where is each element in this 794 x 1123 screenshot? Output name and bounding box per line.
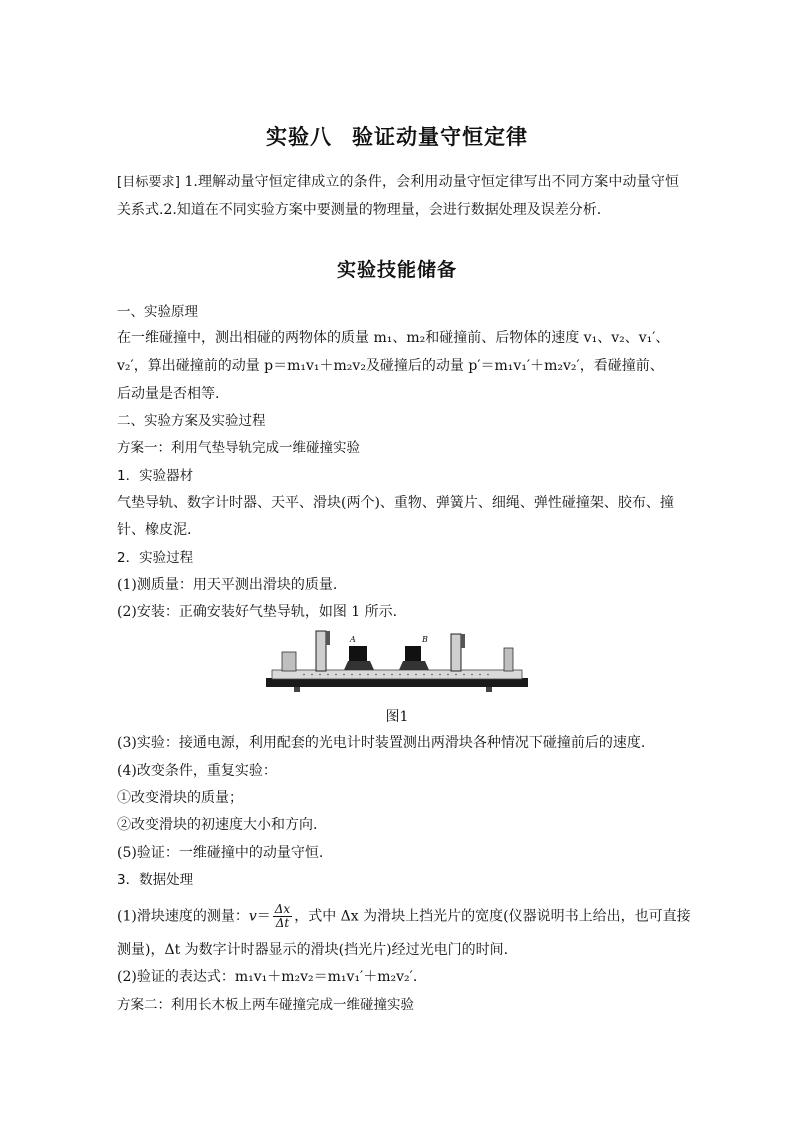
photogate-right-arm [461,634,465,648]
right-end-plate [504,648,513,671]
speed-line-2: 测量)，Δt 为数字计时器显示的滑块(挡光片)经过光电门的时间. [117,942,509,958]
scheme1-title: 方案一：利用气垫导轨完成一维碰撞实验 [117,440,360,456]
goal-tag: [目标要求] [117,175,180,190]
step-4a: ①改变滑块的质量； [117,790,243,806]
verify-expression: (2)验证的表达式：m₁v₁＋m₂v₂＝m₁v₁′＋m₂v₂′. [117,969,418,985]
title-part2: 验证动量守恒定律 [352,125,528,149]
air-track-figure [264,626,530,694]
equipment-heading: 1．实验器材 [117,468,194,484]
principle-line-1: 在一维碰撞中，测出相碰的两物体的质量 m₁、m₂和碰撞前、后物体的速度 v₁、v₂、v₁′、 [117,330,670,346]
figure-caption: 图1 [385,709,409,725]
goal-text: 1.理解动量守恒定律成立的条件，会利用动量守恒定律写出不同方案中动量守恒关系式.2.知道在不同实验方案中要测量的物理量，会进行数据处理及误差分析. [117,174,679,218]
step-4b: ②改变滑块的初速度大小和方向. [117,817,318,833]
air-rail [272,670,522,679]
scheme-heading: 二、实验方案及实验过程 [117,413,266,429]
speed-formula-line [117,902,691,930]
step-1: (1)测质量：用天平测出滑块的质量. [117,577,338,593]
glider-b-label: B [422,635,428,644]
process-heading: 2．实验过程 [117,550,194,566]
speed-rest: ，式中 Δx 为滑块上挡光片的宽度(仪器说明书上给出，也可直接 [294,908,691,925]
data-heading: 3．数据处理 [117,872,194,888]
page-title [0,121,794,151]
glider-b-base [399,661,429,670]
speed-prefix: (1)滑块速度的测量： [117,908,249,925]
speed-fraction [273,903,292,930]
principle-line-3: 后动量是否相等. [117,386,220,402]
speed-var: v [248,908,257,925]
step-5: (5)验证：一维碰撞中的动量守恒. [117,845,324,861]
photogate-right [451,634,461,671]
step-3: (3)实验：接通电源，利用配套的光电计时装置测出两滑块各种情况下碰撞前后的速度. [117,735,646,751]
goal-paragraph [117,169,679,223]
left-end-block [282,652,296,671]
title-part1: 实验八 [266,125,332,149]
glider-a-label: A [350,635,356,644]
principle-line-2: v₂′，算出碰撞前的动量 p＝m₁v₁＋m₂v₂及碰撞后的动量 p′＝m₁v₁′＋m₂v₂′，看碰撞前、 [117,358,664,374]
speed-eq: ＝ [256,908,271,925]
equipment-line-2: 针、橡皮泥. [117,522,192,538]
equipment-line-1: 气垫导轨、数字计时器、天平、滑块(两个)、重物、弹簧片、细绳、弹性碰撞架、胶布、撞 [117,495,674,511]
photogate-left-arm [326,631,330,645]
glider-a-base [344,661,374,670]
step-4: (4)改变条件，重复实验： [117,763,277,779]
scheme2-title: 方案二：利用长木板上两车碰撞完成一维碰撞实验 [117,997,414,1013]
glider-a-block [349,646,367,661]
speed-denominator: Δt [275,916,290,930]
foot-right [486,687,492,692]
section-title: 实验技能储备 [336,259,457,281]
principle-heading: 一、实验原理 [117,304,198,320]
foot-left [294,687,300,692]
photogate-left [316,631,326,671]
step-2: (2)安装：正确安装好气垫导轨，如图 1 所示. [117,604,398,620]
glider-b-block [405,646,421,661]
speed-numerator: Δx [274,902,291,916]
